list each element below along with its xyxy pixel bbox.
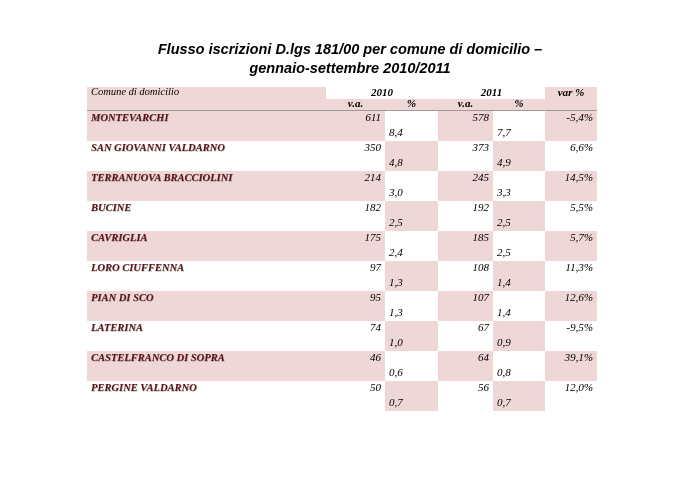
var-pct: -5,4% <box>545 111 597 127</box>
pct-2010: 0,6 <box>385 366 438 381</box>
va-2011: 245 <box>438 171 493 186</box>
comune-name: TERRANUOVA BRACCIOLINI <box>87 171 326 201</box>
va-2010-spacer <box>326 306 385 321</box>
table-row <box>87 261 597 276</box>
var-pct: 14,5% <box>545 171 597 186</box>
va-2010: 611 <box>326 111 385 127</box>
comune-name: CAVRIGLIA <box>87 231 326 261</box>
pct-2010-spacer <box>385 381 438 396</box>
pct-2011: 2,5 <box>493 246 545 261</box>
var-spacer <box>545 156 597 171</box>
comune-name: BUCINE <box>87 201 326 231</box>
table-row <box>87 321 597 336</box>
var-pct: 12,6% <box>545 291 597 306</box>
va-2011-spacer <box>438 336 493 351</box>
table-row <box>87 291 597 306</box>
va-2011-spacer <box>438 276 493 291</box>
document-title <box>0 41 700 79</box>
comune-name: PERGINE VALDARNO <box>87 381 326 411</box>
va-2011: 185 <box>438 231 493 246</box>
va-2011-spacer <box>438 126 493 141</box>
table-row <box>87 351 597 366</box>
va-2011: 373 <box>438 141 493 156</box>
header-year-2010: 2010 <box>326 87 438 99</box>
table-header-row <box>87 87 597 99</box>
title-line-1: Flusso iscrizioni D.lgs 181/00 per comune di domicilio – <box>157 42 543 58</box>
va-2011: 192 <box>438 201 493 216</box>
header-var: var % <box>557 87 585 99</box>
var-spacer <box>545 216 597 231</box>
va-2010: 97 <box>326 261 385 276</box>
pct-2011-spacer <box>493 321 545 336</box>
var-spacer <box>545 186 597 201</box>
subheader-va-2011: v.a. <box>438 99 493 111</box>
var-pct: -9,5% <box>545 321 597 336</box>
pct-2011-spacer <box>493 111 545 127</box>
header-comune: Comune di domicilio <box>91 87 180 98</box>
pct-2011: 7,7 <box>493 126 545 141</box>
pct-2010-spacer <box>385 141 438 156</box>
va-2010-spacer <box>326 276 385 291</box>
pct-2010: 3,0 <box>385 186 438 201</box>
var-pct: 6,6% <box>545 141 597 156</box>
va-2011: 64 <box>438 351 493 366</box>
table-row <box>87 201 597 216</box>
va-2011: 107 <box>438 291 493 306</box>
va-2011-spacer <box>438 216 493 231</box>
pct-2010-spacer <box>385 171 438 186</box>
var-spacer <box>545 246 597 261</box>
var-spacer <box>545 396 597 411</box>
var-spacer <box>545 126 597 141</box>
va-2010-spacer <box>326 366 385 381</box>
data-table <box>87 87 597 411</box>
comune-name: LATERINA <box>87 321 326 351</box>
var-spacer <box>545 336 597 351</box>
table-row <box>87 111 597 127</box>
pct-2010-spacer <box>385 321 438 336</box>
comune-name: MONTEVARCHI <box>87 111 326 142</box>
pct-2011-spacer <box>493 171 545 186</box>
va-2011-spacer <box>438 246 493 261</box>
table-body <box>87 87 597 411</box>
va-2011: 56 <box>438 381 493 396</box>
va-2010-spacer <box>326 216 385 231</box>
pct-2010-spacer <box>385 111 438 127</box>
pct-2010: 1,0 <box>385 336 438 351</box>
pct-2011-spacer <box>493 351 545 366</box>
var-pct: 5,5% <box>545 201 597 216</box>
table-row <box>87 141 597 156</box>
pct-2010: 4,8 <box>385 156 438 171</box>
var-spacer <box>545 276 597 291</box>
var-pct: 11,3% <box>545 261 597 276</box>
va-2010: 182 <box>326 201 385 216</box>
pct-2011-spacer <box>493 141 545 156</box>
var-pct: 5,7% <box>545 231 597 246</box>
pct-2011: 3,3 <box>493 186 545 201</box>
table-row <box>87 381 597 396</box>
va-2010: 46 <box>326 351 385 366</box>
pct-2010: 2,4 <box>385 246 438 261</box>
table-row <box>87 231 597 246</box>
pct-2011-spacer <box>493 231 545 246</box>
comune-name: SAN GIOVANNI VALDARNO <box>87 141 326 171</box>
va-2011-spacer <box>438 396 493 411</box>
header-year-2011: 2011 <box>438 87 545 99</box>
va-2011-spacer <box>438 366 493 381</box>
va-2010: 214 <box>326 171 385 186</box>
pct-2010: 0,7 <box>385 396 438 411</box>
pct-2011: 0,7 <box>493 396 545 411</box>
pct-2010: 1,3 <box>385 276 438 291</box>
va-2010-spacer <box>326 336 385 351</box>
pct-2010-spacer <box>385 291 438 306</box>
va-2010-spacer <box>326 396 385 411</box>
comune-name: CASTELFRANCO DI SOPRA <box>87 351 326 381</box>
pct-2011: 1,4 <box>493 276 545 291</box>
va-2010-spacer <box>326 246 385 261</box>
pct-2011: 0,8 <box>493 366 545 381</box>
pct-2010: 1,3 <box>385 306 438 321</box>
pct-2011-spacer <box>493 261 545 276</box>
va-2010: 74 <box>326 321 385 336</box>
va-2010: 175 <box>326 231 385 246</box>
subheader-va-2010: v.a. <box>326 99 385 111</box>
subheader-empty-var <box>545 99 597 111</box>
comune-name: PIAN DI SCO <box>87 291 326 321</box>
va-2010-spacer <box>326 186 385 201</box>
var-spacer <box>545 366 597 381</box>
table-subheader-row <box>87 99 597 111</box>
va-2010-spacer <box>326 156 385 171</box>
var-pct: 39,1% <box>545 351 597 366</box>
var-pct: 12,0% <box>545 381 597 396</box>
va-2011-spacer <box>438 306 493 321</box>
pct-2010-spacer <box>385 261 438 276</box>
pct-2011: 4,9 <box>493 156 545 171</box>
pct-2011-spacer <box>493 201 545 216</box>
va-2011: 67 <box>438 321 493 336</box>
pct-2011: 2,5 <box>493 216 545 231</box>
table-row <box>87 171 597 186</box>
va-2011: 108 <box>438 261 493 276</box>
va-2011-spacer <box>438 156 493 171</box>
pct-2011: 0,9 <box>493 336 545 351</box>
va-2011: 578 <box>438 111 493 127</box>
var-spacer <box>545 306 597 321</box>
va-2010-spacer <box>326 126 385 141</box>
pct-2011-spacer <box>493 291 545 306</box>
subheader-empty <box>87 99 326 111</box>
subheader-pct-2010: % <box>385 99 438 111</box>
pct-2011: 1,4 <box>493 306 545 321</box>
title-line-2: gennaio-settembre 2010/2011 <box>249 61 451 77</box>
va-2010: 350 <box>326 141 385 156</box>
comune-name: LORO CIUFFENNA <box>87 261 326 291</box>
pct-2010-spacer <box>385 231 438 246</box>
va-2010: 50 <box>326 381 385 396</box>
pct-2010: 2,5 <box>385 216 438 231</box>
pct-2010-spacer <box>385 351 438 366</box>
va-2010: 95 <box>326 291 385 306</box>
pct-2010-spacer <box>385 201 438 216</box>
subheader-pct-2011: % <box>493 99 545 111</box>
pct-2011-spacer <box>493 381 545 396</box>
va-2011-spacer <box>438 186 493 201</box>
pct-2010: 8,4 <box>385 126 438 141</box>
